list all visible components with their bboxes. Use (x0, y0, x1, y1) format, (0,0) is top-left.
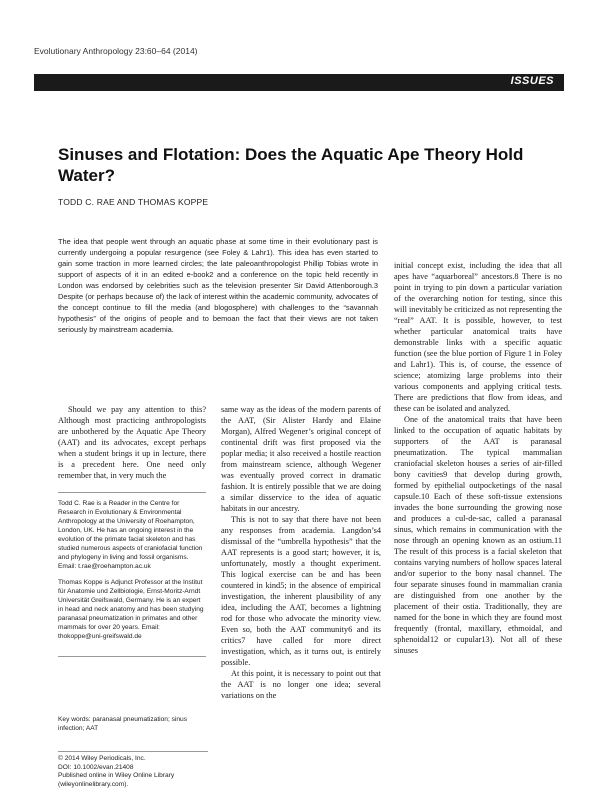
copyright-line: © 2014 Wiley Periodicals, Inc. (58, 755, 146, 762)
section-banner (34, 74, 564, 91)
article-title: Sinuses and Flotation: Does the Aquatic Ape Theory Hold Water? (58, 145, 524, 185)
doi-line: DOI: 10.1002/evan.21408 (58, 763, 134, 771)
body-paragraph: One of the anatomical traits that have been linked to the occupation of aquatic habitats by supporters of the AAT is paranasal pneumatization. The typical mammalian craniofacial skeleton houses a series of air-filled bony cavities9 that develop during growth, formed by epithelial outpocketings of the nasal capsule.10 Each of these soft-tissue extensions invades the bone surrounding the growing nose and produces a cul-de-sac, called a paranasal sinus, which remains in communication with the nose through an opening known as an ostium.11 The result of this process is a facial skeleton that contains varying numbers of hollow spaces lateral and/or superior to the bony nasal channel. The four separate sinuses found in mammalian crania are distinguished from one another by the placement of their ostia. Traditionally, they are named for the bone in which they are found most frequently (frontal, maxillary, ethmoidal, and sphenoidal12 or cupular13). Not all of these sinuses (394, 415, 562, 655)
keywords: Key words: paranasal pneumatization; sinus infection; AAT (58, 716, 188, 732)
publication-info (58, 751, 208, 789)
body-paragraph: Should we pay any attention to this? Although most practicing anthropologists are unbothered by the Aquatic Ape Theory (AAT) and its advocates, except perhaps when a student brings it up in lecture, there is a precedent here. One need only remember that, in very much the (58, 405, 206, 480)
library-url: (wileyonlinelibrary.com). (58, 780, 129, 788)
body-paragraph: At this point, it is necessary to point out that the AAT is no longer one idea; several variations on the (221, 669, 381, 700)
author-bio-rae: Todd C. Rae is a Reader in the Centre for Research in Evolutionary & Environmental Anthropology at the University of Roehampton, London, UK. He has an ongoing interest in the evolution of the primate facial skeleton and has studied numerous aspects of craniofacial function and phylogeny in living and fossil organisms. Email: t.rae@roehampton.ac.uk (58, 500, 203, 570)
body-paragraph: This is not to say that there have not been any responses from academia. Langdon’s4 dismissal of the “umbrella hypothesis” that the AAT represents is a good start; however, it is, unfortunately, mostly a thought experiment. This logical exercise can be and has been countered in kind5; in the absence of empirical investigation, the inherent plausibility of any idea, including the AAT, becomes a lightning rod for those who advocate the minority view. Even so, both the AAT community6 and its critics7 have called for more direct investigation, which, as it turns out, is entirely possible. (221, 515, 381, 667)
author-bio-koppe: Thomas Koppe is Adjunct Professor at the Institut für Anatomie und Zellbiologie, Ernst-Moritz-Arndt Universität Greifswald, Germany. He is an expert in head and neck anatomy and has been studying paranasal pneumatization in primates and other mammals for over 20 years. Email: thokoppe@uni-greifswald.de (58, 579, 204, 640)
author-bio-box (58, 492, 206, 657)
section-label: ISSUES (510, 75, 554, 87)
published-line: Published online in Wiley Online Library (58, 772, 175, 779)
body-column-1 (58, 404, 206, 481)
body-column-2 (221, 404, 381, 701)
journal-citation: Evolutionary Anthropology 23:60–64 (2014) (34, 46, 198, 56)
article-authors: TODD C. RAE AND THOMAS KOPPE (58, 197, 209, 207)
article-abstract: The idea that people went through an aquatic phase at some time in their evolutionary past is currently undergoing a popular resurgence (see Foley & Lahr1). This idea has even started to gain some traction in more learned circles; the late paleoanthropologist Phillip Tobias wrote in support of aspects of it in an edited e-book2 and a conference on the topic held recently in London was endorsed by celebrities such as the television presenter Sir David Attenborough.3 Despite (or perhaps because of) the lack of interest within the academic community, advocates of the concept continue to fill the media (and blogosphere) with challenges to the “savannah hypothesis” of the origins of people and to bemoan the fact that their views are not taken seriously by mainstream academia. (58, 237, 378, 334)
body-paragraph: same way as the ideas of the modern parents of the AAT, (Sir Alister Hardy and Elaine Morgan), Alfred Wegener’s original concept of continental drift was first proposed via the poplar media; it also received a hostile reaction from mainstream science, although Wegener was eventually proved correct in dramatic fashion. It is entirely possible that we are doing a similar disservice to the idea of aquatic habitats in our ancestry. (221, 405, 381, 513)
body-column-3 (394, 260, 562, 656)
body-paragraph: initial concept exist, including the idea that all apes have “aquarboreal” ancestors.8 There is no point in trying to pin down a particular variation of the overarching notion for testing, since this will inevitably be criticized as not representing the “real” AAT. It is possible, however, to test whether particular anatomical traits have demonstrable links with a specific aquatic function (see the blue portion of Figure 1 in Foley and Lahr1). This is, of course, the essence of science; atomizing large problems into their various components and applying critical tests. There are predictions that flow from ideas, and these can be isolated and analyzed. (394, 261, 562, 413)
